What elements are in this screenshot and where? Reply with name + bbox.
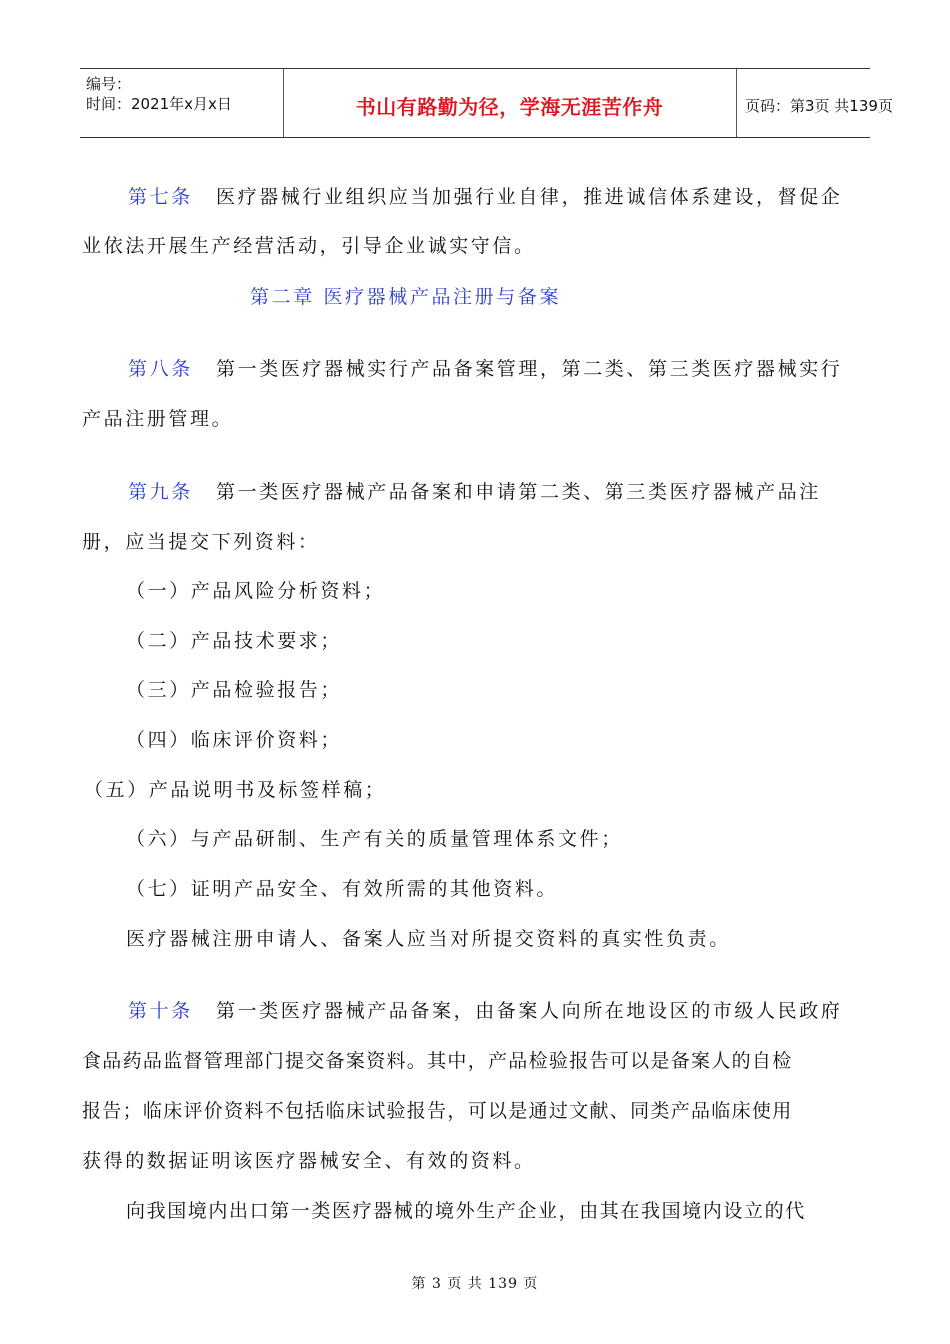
- article-7-line-2: 业依法开展生产经营活动，引导企业诚实守信。: [82, 235, 536, 257]
- article-8-line-2: 产品注册管理。: [82, 408, 234, 430]
- list-item-7: （七）证明产品安全、有效所需的其他资料。: [126, 878, 559, 900]
- article-7-label: 第七条: [128, 186, 193, 208]
- article-9-line-1: 第一类医疗器械产品备案和申请第二类、第三类医疗器械产品注: [216, 481, 821, 503]
- header-page-cell: [736, 69, 893, 137]
- article-8-label: 第八条: [128, 358, 193, 380]
- article-8-line-1: 第一类医疗器械实行产品备案管理，第二类、第三类医疗器械实行: [216, 358, 843, 380]
- header-page-label: 页码：第3页 共139页: [745, 97, 893, 115]
- responsibility-paragraph: 医疗器械注册申请人、备案人应当对所提交资料的真实性负责。: [126, 928, 731, 950]
- list-item-1: （一）产品风险分析资料；: [126, 580, 386, 602]
- paragraph-foreign-manufacturer: 向我国境内出口第一类医疗器械的境外生产企业，由其在我国境内设立的代: [126, 1200, 806, 1222]
- chapter-heading: 第二章 医疗器械产品注册与备案: [250, 286, 562, 308]
- list-item-2: （二）产品技术要求；: [126, 630, 343, 652]
- document-date-label: 时间：2021年x月x日: [86, 95, 232, 113]
- list-item-4: （四）临床评价资料；: [126, 729, 343, 751]
- list-item-5: （五）产品说明书及标签样稿；: [84, 779, 387, 801]
- header-motto: 书山有路勤为径，学海无涯苦作舟: [355, 95, 664, 119]
- article-9-line-2: 册，应当提交下列资料：: [82, 531, 320, 553]
- header-motto-cell: [283, 69, 737, 137]
- document-number-label: 编号：: [86, 75, 132, 93]
- page-footer: 第 3 页 共 139 页: [411, 1276, 539, 1292]
- article-7-line-1: 医疗器械行业组织应当加强行业自律，推进诚信体系建设，督促企: [216, 186, 843, 208]
- article-9-label: 第九条: [128, 481, 193, 503]
- list-item-3: （三）产品检验报告；: [126, 679, 343, 701]
- header-meta: [80, 69, 284, 137]
- article-10-line-4: 获得的数据证明该医疗器械安全、有效的资料。: [82, 1150, 536, 1172]
- list-item-6: （六）与产品研制、生产有关的质量管理体系文件；: [126, 828, 623, 850]
- article-10-line-3: 报告；临床评价资料不包括临床试验报告，可以是通过文献、同类产品临床使用: [82, 1100, 793, 1122]
- document-header: [80, 68, 893, 138]
- article-10-line-2: 食品药品监督管理部门提交备案资料。其中，产品检验报告可以是备案人的自检: [82, 1050, 793, 1072]
- article-10-line-1: 第一类医疗器械产品备案，由备案人向所在地设区的市级人民政府: [216, 1000, 843, 1022]
- article-10-label: 第十条: [128, 1000, 193, 1022]
